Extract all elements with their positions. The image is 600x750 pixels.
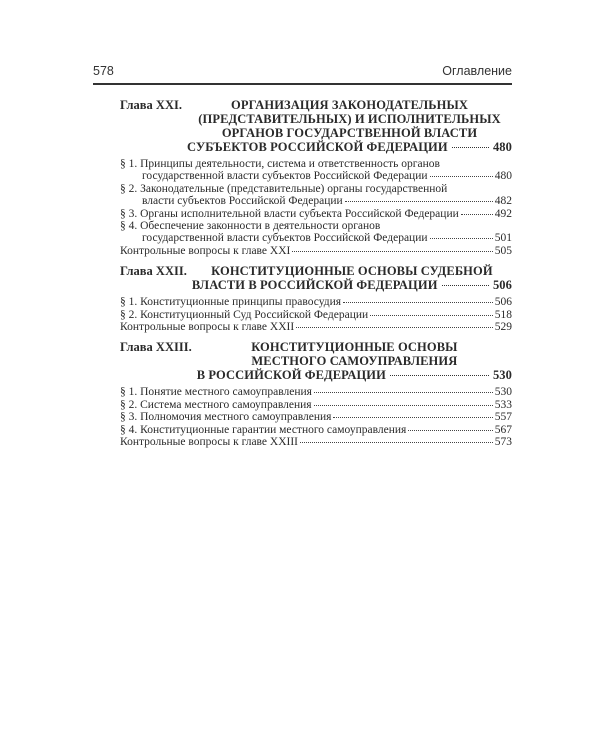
toc-entry-page: 480 xyxy=(494,170,512,183)
toc-entry-line xyxy=(120,195,512,207)
chapter-title-line: МЕСТНОГО САМОУПРАВЛЕНИЯ xyxy=(251,354,458,369)
toc-entry-text: § 3. Органы исполнительной власти субъекта Российской Федерации xyxy=(120,207,459,220)
chapter-title xyxy=(192,264,512,292)
toc-entry-page: 567 xyxy=(494,423,512,436)
toc-entry xyxy=(120,424,512,436)
dot-leader xyxy=(300,442,493,443)
toc-entry-text: § 4. Конституционные гарантии местного самоуправления xyxy=(120,423,407,436)
toc-entry-line xyxy=(120,424,512,436)
chapter-title-line xyxy=(192,278,512,292)
toc-entry-line xyxy=(120,321,512,333)
toc-entry-page: 506 xyxy=(494,296,512,309)
toc-entry-line xyxy=(120,220,512,232)
running-title: Оглавление xyxy=(442,64,512,78)
toc-entry-line xyxy=(120,245,512,257)
toc-entry-line xyxy=(120,232,512,244)
toc-entry-line xyxy=(120,170,512,182)
toc-entry xyxy=(120,386,512,398)
toc-entry-text: Контрольные вопросы к главе XXIII xyxy=(120,436,298,449)
table-of-contents xyxy=(120,98,512,449)
chapter-label: Глава XXI. xyxy=(120,98,182,112)
toc-entry-line xyxy=(120,399,512,411)
chapter-page-number: 480 xyxy=(492,140,512,154)
chapter-heading xyxy=(120,264,512,292)
dot-leader xyxy=(345,201,493,202)
toc-entry-line xyxy=(120,296,512,308)
toc-entry-page: 482 xyxy=(494,195,512,208)
chapter-title-text: СУБЪЕКТОВ РОССИЙСКОЙ ФЕДЕРАЦИИ xyxy=(186,140,448,154)
toc-entry xyxy=(120,309,512,321)
toc-entry-text: Контрольные вопросы к главе XXI xyxy=(120,244,291,257)
toc-entry xyxy=(120,245,512,257)
toc-entry-text: § 2. Законодательные (представительные) органы государственной xyxy=(120,182,448,195)
chapter-title-text: ВЛАСТИ В РОССИЙСКОЙ ФЕДЕРАЦИИ xyxy=(191,278,438,293)
toc-entry-text: § 1. Понятие местного самоуправления xyxy=(120,386,312,399)
toc-entry-page: 505 xyxy=(494,244,512,257)
chapter-title-line: ОРГАНИЗАЦИЯ ЗАКОНОДАТЕЛЬНЫХ xyxy=(231,98,468,112)
toc-entry-page: 573 xyxy=(494,436,512,449)
toc-entry-page: 533 xyxy=(494,398,512,411)
toc-entry xyxy=(120,321,512,333)
dot-leader xyxy=(461,214,493,215)
toc-entry-line xyxy=(120,386,512,398)
toc-entry xyxy=(120,158,512,183)
dot-leader xyxy=(314,392,493,393)
page-number: 578 xyxy=(93,64,114,78)
toc-entry-text: § 1. Конституционные принципы правосудия xyxy=(120,296,342,309)
chapter-heading xyxy=(120,98,512,154)
chapter-heading xyxy=(120,340,512,382)
toc-entry-line xyxy=(120,436,512,448)
toc-entry-text: власти субъектов Российской Федерации xyxy=(142,195,343,208)
toc-entry xyxy=(120,411,512,423)
dot-leader xyxy=(343,302,493,303)
toc-entry-text: § 4. Обеспечение законности в деятельности органов xyxy=(120,220,381,233)
dot-leader xyxy=(390,375,489,376)
toc-entry-line xyxy=(120,208,512,220)
dot-leader xyxy=(296,327,493,328)
chapter-block xyxy=(120,98,512,257)
chapter-label: Глава XXII. xyxy=(120,264,187,279)
dot-leader xyxy=(314,405,493,406)
toc-entry-text: государственной власти субъектов Российской Федерации xyxy=(142,232,428,245)
toc-entry-page: 557 xyxy=(494,411,512,424)
chapter-label: Глава XXIII. xyxy=(120,340,192,355)
chapter-title-line: (ПРЕДСТАВИТЕЛЬНЫХ) И ИСПОЛНИТЕЛЬНЫХ xyxy=(198,112,501,126)
chapter-page-number: 530 xyxy=(492,368,512,383)
chapter-title-line xyxy=(187,140,512,154)
dot-leader xyxy=(442,285,489,286)
toc-entry-line xyxy=(120,183,512,195)
dot-leader xyxy=(430,238,493,239)
toc-entry-line xyxy=(120,411,512,423)
chapter-title xyxy=(187,98,512,154)
chapter-page-number: 506 xyxy=(492,278,512,293)
toc-entry xyxy=(120,436,512,448)
dot-leader xyxy=(408,430,492,431)
toc-entry-page: 530 xyxy=(494,386,512,399)
chapter-title-line xyxy=(197,368,512,382)
toc-entry xyxy=(120,399,512,411)
dot-leader xyxy=(292,251,492,252)
chapter-title-text: В РОССИЙСКОЙ ФЕДЕРАЦИИ xyxy=(196,368,386,383)
toc-entry-text: § 2. Система местного самоуправления xyxy=(120,398,312,411)
dot-leader xyxy=(370,315,493,316)
toc-entry-page: 501 xyxy=(494,232,512,245)
chapter-title xyxy=(197,340,512,382)
toc-entry-line xyxy=(120,309,512,321)
toc-entry-page: 492 xyxy=(494,207,512,220)
toc-entry-text: § 1. Принципы деятельности, система и ответственность органов xyxy=(120,158,440,170)
dot-leader xyxy=(333,417,492,418)
toc-entry-text: § 3. Полномочия местного самоуправления xyxy=(120,411,332,424)
chapter-block xyxy=(120,264,512,333)
header-rule xyxy=(93,83,512,85)
toc-entry xyxy=(120,183,512,208)
toc-entry-page: 529 xyxy=(494,321,512,334)
toc-entry-text: Контрольные вопросы к главе XXII xyxy=(120,321,295,334)
toc-entry xyxy=(120,296,512,308)
toc-entry-text: государственной власти субъектов Российской Федерации xyxy=(142,170,428,183)
chapter-title-line: ОРГАНОВ ГОСУДАРСТВЕННОЙ ВЛАСТИ xyxy=(221,126,478,140)
toc-entry xyxy=(120,220,512,245)
chapter-title-line: КОНСТИТУЦИОННЫЕ ОСНОВЫ xyxy=(251,340,458,355)
toc-entry-text: § 2. Конституционный Суд Российской Федерации xyxy=(120,308,369,321)
toc-entry xyxy=(120,208,512,220)
chapter-block xyxy=(120,340,512,448)
dot-leader xyxy=(452,147,489,148)
toc-entry-line xyxy=(120,158,512,170)
toc-entry-page: 518 xyxy=(494,308,512,321)
dot-leader xyxy=(430,176,493,177)
chapter-title-line: КОНСТИТУЦИОННЫЕ ОСНОВЫ СУДЕБНОЙ xyxy=(211,264,493,279)
